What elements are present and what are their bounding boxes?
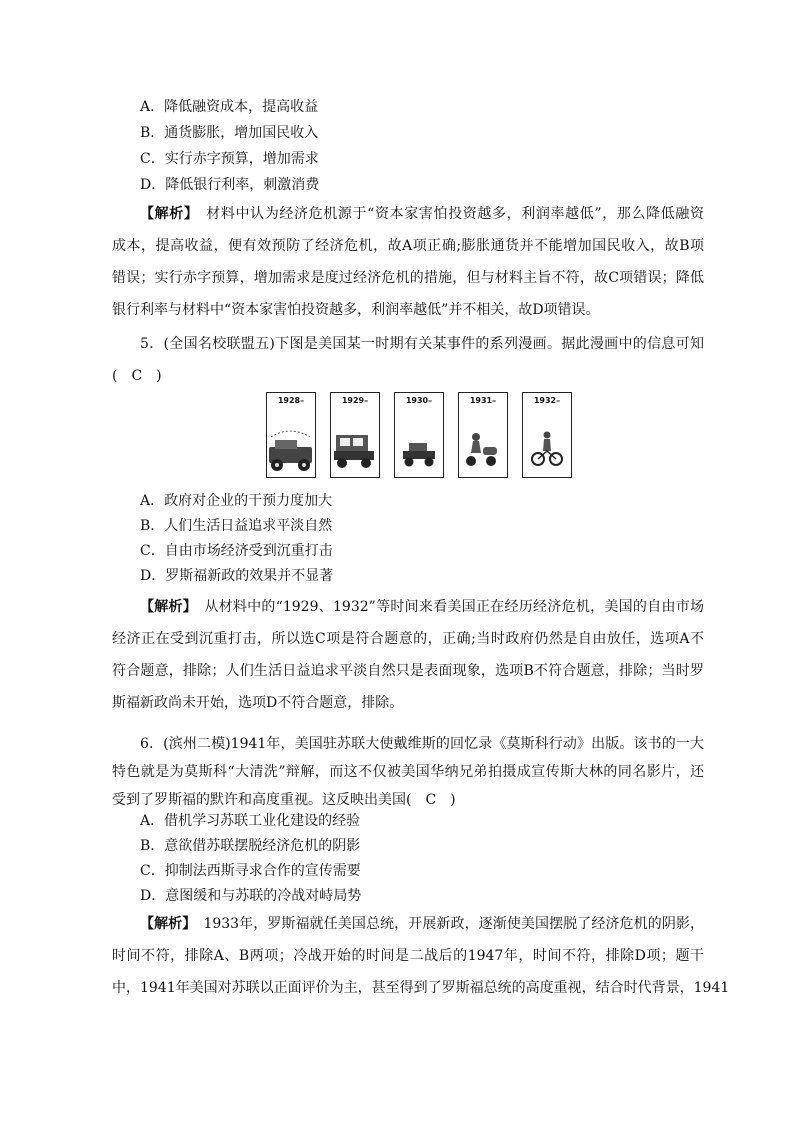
q5-option-c: C．自由市场经济受到沉重打击 <box>140 543 333 559</box>
q5-analysis-line: 斯福新政尚未开始，选项D不符合题意，排除。 <box>112 695 404 711</box>
comic-year-label: 1932– <box>533 396 561 405</box>
luxury-car-icon <box>267 407 314 477</box>
comic-year-label: 1931– <box>469 396 497 405</box>
comic-panel-1932 <box>522 392 572 478</box>
comic-year-label: 1930– <box>405 396 433 405</box>
q6-stem-line: 受到了罗斯福的默许和高度重视。这反映出美国( C ) <box>112 792 456 808</box>
q4-option-c: C．实行赤字预算，增加需求 <box>140 151 319 167</box>
q6-stem-line: 特色就是为莫斯科“大清洗”辩解，而这不仅被美国华纳兄弟拍摄成宣传斯大林的同名影片，还 <box>112 764 704 780</box>
q6-option-d: D．意图缓和与苏联的冷战对峙局势 <box>140 888 362 904</box>
q4-analysis-line: 成本，提高收益，便有效预防了经济危机，故A项正确;膨胀通货并不能增加国民收入，故B项 <box>112 238 704 254</box>
q6-analysis-line: 时间不符，排除A、B两项；冷战开始的时间是二战后的1947年，时间不符，排除D项；题干 <box>112 948 704 964</box>
q4-analysis <box>112 198 704 326</box>
q4-option-a: A．降低融资成本，提高收益 <box>140 99 319 115</box>
q4-analysis-line: 银行利率与材料中“资本家害怕投资越多，利润率越低”并不相关，故D项错误。 <box>112 302 600 318</box>
q5-analysis <box>112 591 704 719</box>
q6-option-c: C．抑制法西斯寻求合作的宣传需要 <box>140 863 361 879</box>
q6-analysis <box>112 908 730 1004</box>
comic-year-label: 1928– <box>277 396 305 405</box>
sedan-car-icon <box>331 407 378 477</box>
q4-option-d: D．降低银行利率，刺激消费 <box>140 177 320 193</box>
q6-analysis-line: 【解析】 1933年，罗斯福就任美国总统，开展新政，逐渐使美国摆脱了经济危机的阴影， <box>140 916 704 932</box>
q5-option-a: A．政府对企业的干预力度加大 <box>140 493 333 509</box>
analysis-tag: 【解析】 <box>140 206 192 222</box>
comic-panel-1930 <box>394 392 444 478</box>
q5-option-d: D．罗斯福新政的效果并不显著 <box>140 568 334 584</box>
q5-analysis-line: 经济正在受到沉重打击，所以选C项是符合题意的，正确;当时政府仍然是自由放任，选项A不 <box>112 631 704 647</box>
motorcycle-sidecar-icon <box>459 407 506 477</box>
q5-option-b: B．人们生活日益追求平淡自然 <box>140 518 333 534</box>
small-car-icon <box>395 407 442 477</box>
comic-panel-1928 <box>266 392 316 478</box>
q6-stem-line: 6．(滨州二模)1941年，美国驻苏联大使戴维斯的回忆录《莫斯科行动》出版。该书的一大 <box>140 736 704 752</box>
comic-panel-1929 <box>330 392 380 478</box>
q5-analysis-line: 【解析】 从材料中的“1929、1932”等时间来看美国正在经历经济危机，美国的自由市场 <box>140 599 705 615</box>
analysis-tag: 【解析】 <box>140 916 190 932</box>
comic-panel-1931 <box>458 392 508 478</box>
comic-year-label: 1929– <box>341 396 369 405</box>
bicycle-icon <box>523 407 570 477</box>
q6-option-a: A．借机学习苏联工业化建设的经验 <box>140 813 361 829</box>
q6-stem <box>112 730 704 814</box>
q4-analysis-line: 错误；实行赤字预算，增加需求是度过经济危机的措施，但与材料主旨不符，故C项错误；降低 <box>112 270 704 286</box>
q4-option-b: B．通货膨胀，增加国民收入 <box>140 125 319 141</box>
q5-stem-line: ( C ) <box>112 368 162 384</box>
q6-analysis-line: 中，1941年美国对苏联以正面评价为主，甚至得到了罗斯福总统的高度重视，结合时代背景，1941 <box>112 980 730 996</box>
q5-stem-line: 5．(全国名校联盟五)下图是美国某一时期有关某事件的系列漫画。据此漫画中的信息可知 <box>140 336 704 352</box>
analysis-tag: 【解析】 <box>140 599 191 615</box>
q6-option-b: B．意欲借苏联摆脱经济危机的阴影 <box>140 838 361 854</box>
comic-strip <box>266 392 576 480</box>
q4-analysis-line: 【解析】 材料中认为经济危机源于“资本家害怕投资越多，利润率越低”，那么降低融资 <box>140 206 705 222</box>
q5-analysis-line: 符合题意，排除；人们生活日益追求平淡自然只是表面现象，选项B不符合题意，排除；当时罗 <box>112 663 704 679</box>
q5-stem <box>112 328 704 392</box>
